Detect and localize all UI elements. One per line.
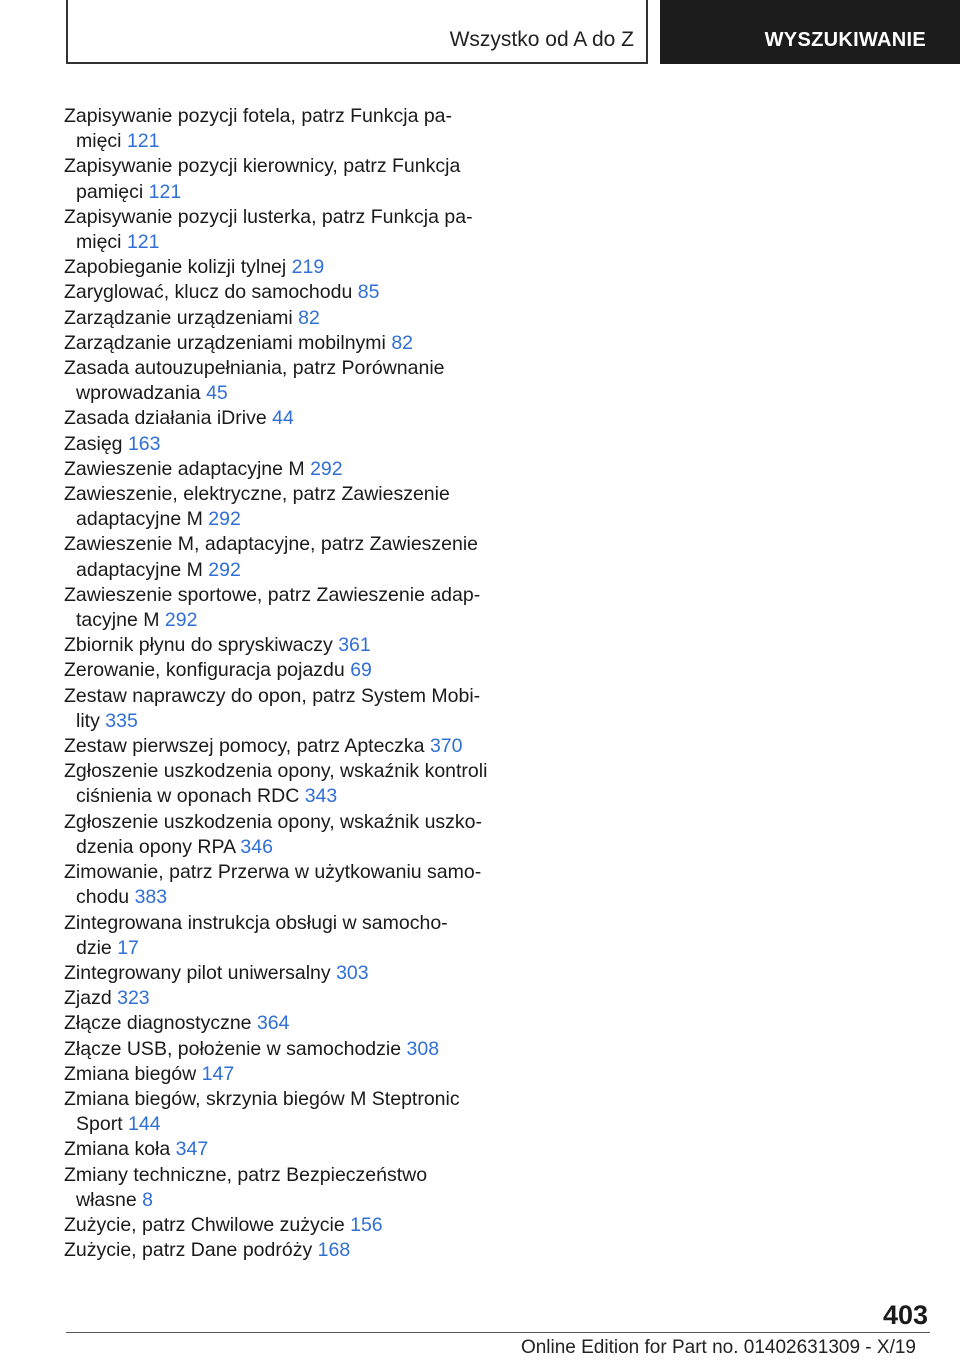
entry-text: adaptacyjne M: [76, 558, 203, 581]
page-link[interactable]: 347: [175, 1138, 209, 1161]
entry-text: Zerowanie, konfiguracja pojazdu: [64, 659, 345, 682]
section-title: WYSZUKIWANIE: [764, 29, 926, 51]
index-entry: [64, 205, 484, 255]
entry-text: Zarządzanie urządzeniami: [64, 306, 293, 329]
entry-text: Zestaw pierwszej pomocy, patrz Apteczka: [64, 735, 425, 758]
page-link[interactable]: 361: [338, 634, 371, 657]
entry-text: Zawieszenie, elektryczne, patrz Zawieszenie: [64, 483, 450, 506]
page-link[interactable]: 121: [126, 130, 160, 153]
entry-text: Zintegrowany pilot uniwersalny: [64, 961, 331, 984]
footer-divider: [66, 1332, 930, 1333]
entry-text: własne: [76, 1188, 137, 1211]
page-link[interactable]: 85: [357, 281, 380, 304]
page-link[interactable]: 121: [126, 231, 160, 254]
entry-text: Zasada autouzupełniania, patrz Porównanie: [64, 357, 445, 380]
index-entry: [64, 432, 484, 457]
entry-text: dzenia opony RPA: [76, 835, 235, 858]
index-entry: [64, 532, 484, 582]
index-entry: [64, 406, 484, 431]
page-link[interactable]: 343: [304, 785, 338, 808]
page-link[interactable]: 163: [127, 432, 161, 455]
entry-text: Zintegrowana instrukcja obsługi w samocho-: [64, 911, 448, 934]
entry-text: Zgłoszenie uszkodzenia opony, wskaźnik kontroli: [64, 760, 488, 783]
index-entry: [64, 255, 484, 280]
entry-text: Zbiornik płynu do spryskiwaczy: [64, 634, 333, 657]
entry-text: Zestaw naprawczy do opon, patrz System Mobi-: [64, 684, 481, 707]
index-entry: [64, 759, 488, 809]
entry-text: Złącze USB, położenie w samochodzie: [64, 1037, 402, 1060]
edition-note: Online Edition for Part no. 01402631309 - X/19: [520, 1337, 916, 1358]
index-entry: [64, 154, 484, 204]
entry-text: dzie: [76, 936, 112, 959]
page-link[interactable]: 364: [256, 1012, 290, 1035]
entry-text: Zawieszenie adaptacyjne M: [64, 457, 305, 480]
index-entry: [64, 1087, 484, 1137]
entry-text: Zmiana biegów, skrzynia biegów M Steptronic: [64, 1087, 460, 1110]
entry-text: Zjazd: [64, 987, 112, 1010]
page-link[interactable]: 383: [134, 886, 168, 909]
index-entry: [64, 457, 484, 482]
index-entry: [64, 482, 484, 532]
index-entry: [64, 633, 484, 658]
index-entry: [64, 860, 484, 910]
index-entry: [64, 1163, 484, 1213]
page-link[interactable]: 69: [350, 659, 372, 682]
page-link[interactable]: 121: [148, 180, 182, 203]
chapter-title: Wszystko od A do Z: [449, 28, 634, 51]
index-entry: [64, 104, 484, 154]
index-entry: [64, 986, 484, 1011]
page-link[interactable]: 82: [298, 306, 320, 329]
entry-text: Zapobieganie kolizji tylnej: [64, 256, 287, 279]
chapter-tab: [66, 0, 648, 64]
index-entry: [64, 1062, 484, 1087]
page-link[interactable]: 82: [391, 331, 414, 354]
entry-text: lity: [76, 709, 100, 732]
entry-text: Zużycie, patrz Chwilowe zużycie: [64, 1213, 345, 1236]
page-link[interactable]: 308: [406, 1037, 440, 1060]
index-entry: [64, 306, 484, 331]
index-entry: [64, 734, 484, 759]
page-link[interactable]: 346: [240, 835, 273, 858]
entry-text: Zawieszenie sportowe, patrz Zawieszenie adap-: [64, 583, 481, 606]
entry-text: Zapisywanie pozycji fotela, patrz Funkcja pa-: [64, 105, 453, 127]
entry-text: Zawieszenie M, adaptacyjne, patrz Zawieszenie: [64, 533, 479, 556]
entry-text: adaptacyjne M: [76, 508, 203, 531]
page-link[interactable]: 303: [336, 961, 369, 984]
entry-text: Zmiana biegów: [64, 1062, 197, 1085]
entry-text: Zgłoszenie uszkodzenia opony, wskaźnik uszko-: [64, 810, 483, 833]
entry-text: Zapisywanie pozycji kierownicy, patrz Funkcja: [64, 155, 461, 178]
page-number: 403: [882, 1300, 928, 1330]
section-header: [660, 0, 960, 64]
entry-text: Sport: [76, 1113, 123, 1136]
page-link[interactable]: 147: [201, 1062, 235, 1085]
entry-text: tacyjne M: [76, 609, 160, 632]
entry-text: Zmiana koła: [64, 1138, 171, 1161]
entry-text: ciśnienia w oponach RDC: [76, 785, 300, 808]
page-link[interactable]: 323: [117, 987, 150, 1010]
index-entry: [64, 331, 484, 356]
page-link[interactable]: 45: [206, 382, 228, 405]
entry-text: Zapisywanie pozycji lusterka, patrz Funkcja pa-: [64, 205, 473, 228]
entry-text: Złącze diagnostyczne: [64, 1012, 252, 1035]
page-link[interactable]: 44: [272, 407, 294, 430]
index-entry: [64, 280, 484, 305]
page-link[interactable]: 144: [128, 1113, 161, 1136]
entry-text: wprowadzania: [76, 382, 201, 405]
entry-text: Zasięg: [64, 432, 123, 455]
entry-text: Zarządzanie urządzeniami mobilnymi: [64, 331, 386, 354]
index-list: [64, 104, 488, 1263]
index-entry: [64, 1137, 484, 1162]
entry-text: Zimowanie, patrz Przerwa w użytkowaniu samo-: [64, 861, 482, 884]
entry-text: mięci: [76, 231, 122, 254]
index-entry: [64, 658, 484, 683]
entry-text: pamięci: [76, 180, 144, 203]
page-link[interactable]: 8: [142, 1188, 153, 1211]
entry-text: Zasada działania iDrive: [64, 407, 267, 430]
index-entry: [64, 583, 484, 633]
entry-text: mięci: [76, 130, 122, 153]
index-entry: [64, 684, 484, 734]
page-link[interactable]: 292: [164, 609, 198, 632]
entry-text: Zużycie, patrz Dane podróży: [64, 1239, 313, 1262]
page-link[interactable]: 370: [429, 735, 463, 758]
entry-text: chodu: [76, 886, 130, 909]
index-entry: [64, 810, 484, 860]
page-link[interactable]: 168: [317, 1239, 351, 1262]
index-entry: [64, 961, 484, 986]
page-link[interactable]: 292: [208, 508, 241, 531]
page-link[interactable]: 292: [208, 558, 241, 581]
index-entry: [64, 1037, 484, 1062]
index-entry: [64, 356, 484, 406]
index-entry: [64, 1213, 484, 1238]
page-link[interactable]: 292: [310, 457, 343, 480]
index-entry: [64, 911, 484, 961]
page-link[interactable]: 219: [291, 256, 325, 279]
page-link[interactable]: 17: [117, 936, 139, 959]
page-link[interactable]: 156: [350, 1213, 383, 1236]
index-entry: [64, 1011, 484, 1036]
page-link[interactable]: 335: [105, 709, 138, 732]
entry-text: Zaryglować, klucz do samochodu: [64, 281, 353, 304]
entry-text: Zmiany techniczne, patrz Bezpieczeństwo: [64, 1163, 428, 1186]
index-entry: [64, 1238, 484, 1263]
